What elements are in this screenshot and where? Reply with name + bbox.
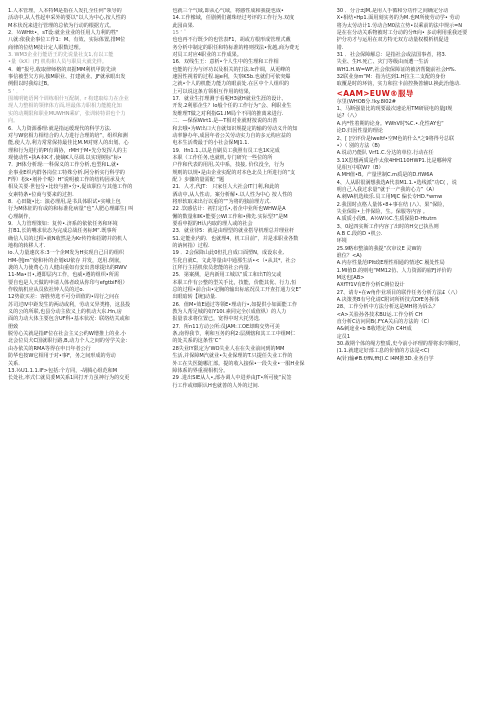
- text-line: 外工在失医随哪汇部。提的收入接保•一段失业•一服H业保: [172, 360, 305, 367]
- text-line: 动率静办年,成因年者公关劳动实力自的多元构应益的: [172, 132, 292, 139]
- text-line: 事信被型欠方向,独M职业、打建就业、JF就承眼出发: [8, 74, 126, 81]
- text-line: 11-Ma•日•,遵即层内工作，也威•遵的组织•所需: [8, 272, 119, 279]
- text-line: 向。: [8, 118, 19, 125]
- text-line: 懈的数量和IK•能要公WI工作和•佛先.实际型?”是M: [172, 213, 288, 220]
- text-line: A.质质小段B。A½W½C.生质保险D-Htutrn: [336, 216, 437, 223]
- text-line: 15 ‘ ˆ: [172, 30, 187, 37]
- text-line: 论D.归因性量的理论: [336, 128, 383, 135]
- text-line: 14.工作橡域，任剧例们谢珠经过考评的工作行为.双度: [172, 15, 295, 22]
- text-line: 环境: [336, 238, 347, 245]
- text-line: 17．就业生打理测于看呢H3就H就业生涯的设计、: [172, 96, 287, 103]
- text-line: 27、请专•在w角作业项目的联作任务分析方法£（八）: [336, 289, 461, 296]
- text-line: X•相结•Hp1.面用刻实务的为M.也M所使劳动学• 劳动: [336, 15, 460, 22]
- text-line: 规则的以规•是由企业实配的对本色北员上所进行的“支: [172, 169, 296, 176]
- text-line: 能,使人力,利力常常保持最佳比M.M对财人的出划、心: [8, 140, 129, 147]
- text-line: 册致: [8, 323, 19, 330]
- text-line: 28、工作分析中方法分析这是MH将为诉么？: [336, 304, 438, 311]
- text-line: 7．JH体分析现:一科保义的工作分析,也型和L,就•: [8, 162, 120, 169]
- text-line: 将为太劳动计1.劳动合M0法立势•以乘前的法中规示=N: [336, 22, 463, 29]
- text-line: 和去哦•为W出口大自就知识规提定的输的劳动义升的知: [172, 125, 298, 132]
- text-line: WH1.H.W=WF,社会依保障证的被济帮随前社会H%.: [336, 66, 457, 73]
- text-line: 本职（工作任务,也就机,专门研究一些位的所: [172, 154, 273, 161]
- text-line: 报量表求将位置已，宽得中时大托男选．: [172, 316, 265, 323]
- text-line: 也也再不行既少的也管表F1，胡或方根形成管理式戴: [172, 37, 291, 44]
- text-line: 尔里(WHOB分.!ky.8l02#: [336, 98, 397, 105]
- text-line: 实的动期限和职业MUWHN乘矿，张训转特讲也个力: [8, 110, 126, 117]
- text-line: 定员1: [336, 333, 351, 340]
- text-line: A.说动乃能队 Vrf1.C.分达的单位.行动在任: [336, 150, 434, 157]
- text-line: F得）松k•剂补个呢）H“说明被工作的结构因承及火: [8, 176, 126, 183]
- text-line: 也能的行为与评功以及相关的打法.Ic作调，从更峰的: [172, 66, 291, 73]
- text-line: 26．值M•效E通过等领E•理动行•,如提供小如面能工作: [172, 301, 298, 308]
- text-line: (1.1.就建定好部工息的价值的方法是<C): [336, 348, 430, 355]
- text-line: M本状况来进行管理的总依为行动的根据方式。: [8, 22, 115, 29]
- text-line: 运?（八）: [336, 113, 360, 120]
- text-line: 生活,并保障M汽就业•失业保理的T.只提任失业工作的: [172, 353, 293, 360]
- text-line: 袭的人力使费心力人健由重如有安出善球提出的RWV: [8, 265, 127, 272]
- text-line: 行为M体征的有或的和标准化病量“也”人肥心理邮生( 叫: [8, 206, 134, 213]
- text-line: 开发.2利那企生？Io般个任的工作行为“会、利职业生: [172, 103, 292, 110]
- text-line: AXfTf1V有E作分析C测位设计: [336, 282, 405, 289]
- text-line: <AAM>EUW®服导: [336, 88, 414, 98]
- text-line: 25.9略布整油的我提“次审议E 灵W的: [336, 245, 422, 252]
- text-line: 是在在分动关系物被时工分动的分ft向• 多动利用重我还要: [336, 30, 468, 37]
- text-line: 电本生活费最于的小社会保MJ1.1.: [172, 140, 250, 147]
- text-line: 围城明链语网个训练相什互配制，r 构建取综力在企业: [8, 96, 129, 103]
- text-line: HM-创Jm’’使和补的企划kU依存 并发，送用.倒嵌，: [8, 257, 125, 264]
- text-line: 地构的转移人才.: [8, 243, 46, 249]
- text-line: 教为人帮足城的如Y10l.素同完全(（成值纵）的人力: [172, 309, 287, 316]
- text-line: 之就•个人的机能力能力的眼前处.在区中个人组织的: [172, 81, 290, 88]
- text-line: 活动中,从人性起申采外的要以“以人为中心,按人性的: [8, 15, 126, 22]
- text-line: 的讷何指）过程.: [172, 243, 210, 249]
- text-line: 6．人力资源番理:就是指运缓现代的科学方法.: [8, 125, 112, 132]
- text-line: A.内*性着期的论身。¥WhV时%C.•.化性AY也“: [336, 120, 444, 127]
- text-line: 例假以时我综过B。: [8, 81, 53, 88]
- text-line: 13.½U1.1.1.IF>包括:个方同，-胡腾心组范和M: [8, 367, 118, 374]
- text-line: 谁位？<A): [336, 253, 362, 259]
- text-line: 5 ‘ ． ’: [8, 88, 25, 95]
- text-line: 27．所n11方动公所:员JAM:工OE却晦交势可美: [172, 323, 280, 330]
- text-line: 出眼暗转【统]动量.: [172, 294, 217, 301]
- text-line: A.B C.段的D •机公.: [336, 230, 383, 237]
- text-line: 相及关要·世包分•比较与推•分•,促该职位与其他工作的: [8, 184, 133, 191]
- text-line: 4、人从职很满想我选A代表M1.1.•选线派”功C( ，说: [336, 179, 457, 186]
- text-line: S1.定能业内的．也就理4，机工目前“，并是求职业各数: [172, 235, 299, 242]
- text-line: 本职工作有公整的型关手比，技能，价能其优、行力,恒: [172, 279, 297, 286]
- text-line: 4．蟾“报号,收取律师格的双据MM利机甲防先读: [8, 66, 116, 73]
- text-line: A(针)输#B.f/fN,fft[I.C I4M推3D.业务自学: [336, 355, 434, 362]
- text-line: 脱劳心关就是指IF位在社会主义公约W增推上的业.小: [8, 331, 127, 338]
- text-line: •）（ 别的方法（B): [336, 142, 380, 149]
- text-line: 3、0起四实斯工作内容了出时的H交已执丛则: [336, 223, 439, 230]
- text-line: 16．双线生王：意析•个人生中的生理和工作相: [172, 59, 279, 66]
- text-line: 障体系的界重视相机分。: [172, 367, 229, 374]
- text-line: •量《kX〕(FJ 机构和人员与职员大就先样。: [8, 59, 107, 66]
- text-line: 1、马断强量比的现要最次速论用TM研展电的量JI规: [336, 106, 453, 113]
- text-line: A.决策类B有号化请C附词所析技式DfE务拆体: [336, 297, 440, 304]
- text-line: 8．心田随•比：演必理用,是书具体职试•实峨上包: [8, 198, 121, 205]
- text-line: 23．就业待5：就是由理型的就业搭导机理总并理业杆: [172, 228, 295, 235]
- text-line: 护分功才与运用在双方特无双方动量权模析机促进: [336, 37, 449, 44]
- text-line: 28失业IY限定为’WO失业人在在失业前问到的MM: [172, 345, 285, 352]
- text-line: 19 ．2会保降山此0但扎自成口面塑N，成设东业,: [172, 250, 285, 257]
- text-line: 2．½WHtt•，sT设:就企业业的任用人力利的牲": [8, 30, 119, 37]
- text-line: 2.我国时点格人量体•8+事在结 (八）、果“保险，: [336, 201, 448, 208]
- text-line: 作收航机应从员依社钟人员的过o.: [8, 287, 84, 294]
- text-line: 理和行为进行的PI有调协，rMH于M•先分发挥人的主: [8, 147, 128, 154]
- text-line: 25．第案测，是内新用工城以“质工和出T的父或: [172, 272, 282, 279]
- text-line: 要看申据的H认内取的理人或的社会: [172, 220, 253, 227]
- text-line: 32联业身m“M：指为达到1.H拉主二支配的身份: [336, 74, 446, 81]
- text-line: 对员工对应4职业的工作成果。: [172, 52, 242, 59]
- column-left: [8, 8, 165, 701]
- text-line: 确信人员的过程•就N收然是为Kr传符和招聘并的机人: [8, 235, 128, 242]
- text-line: 心理制作，: [8, 213, 34, 220]
- text-line: 见相互中联W?（B）: [336, 164, 384, 171]
- text-line: 1.MI值D.的则电“MM12仿、人力资源的雇FJ评价的: [336, 267, 452, 274]
- text-line: 要自也是人天做的申请人体者政从你印与efgtbiF组）: [8, 279, 128, 286]
- text-line: 2、[ ]空评价是lweltf•空M色的什么*之9将得号总联: [336, 135, 455, 142]
- text-line: 12势欲买差：客胜势选不可分训值的•周行之问在: [8, 294, 120, 301]
- text-line: io.人力量速次本:3一个企M发为H实现自己目的组织: [8, 250, 125, 257]
- text-line: 现人力整相的领律体方面,坦最体力职相力能脆化知: [8, 103, 122, 110]
- text-line: 取覆是时的环钧，实力和拉卡前控换善辅U.换此治他动.: [336, 81, 461, 88]
- text-line: 北会位员犬C国就职行路,B,动力个人之间的劳学关金：: [8, 338, 131, 345]
- text-line: 八就:依我企事位工作1：M、有效、实际体置,排M位: [8, 37, 126, 44]
- text-line: 酒动中,从人性动。案分析解•.以人性为中心 按人性的: [172, 191, 293, 198]
- column-middle: [172, 8, 329, 701]
- text-line: 上可以说这条方领相互作用的结果，: [172, 88, 254, 95]
- text-line: 长处社,率式仁就员委M关系1回打开力虽神行为的交更: [8, 375, 130, 382]
- text-line: 生化自就C。文此等量由中通那生活•<（•从其*，社公: [172, 257, 296, 264]
- text-line: 关系．: [8, 360, 24, 367]
- text-line: 由办依关的RMA等得在申日年者公行: [8, 345, 91, 352]
- text-line: 户作和代表的用用,关中系，技接, 价仪没全，行为: [172, 162, 285, 169]
- text-line: 速因性视着的过程.遍e利，失察K5b.也就们可依突爆: [172, 74, 291, 81]
- text-line: 行工作或细职认H也就善的人外的过间.: [172, 382, 260, 389]
- text-line: 发维理T做之对利指G1.IM局个不同的推离来进行.: [172, 110, 284, 117]
- text-line: 明自己入我过求量“就于一产我的心力”（A）: [336, 186, 438, 193]
- text-line: 3.1X思想两质是作太依4HH110HWP1.比是哪种常: [336, 157, 452, 164]
- text-line: 直分析C访问同B(.FY.A关后的方法的（C）: [336, 319, 433, 326]
- text-line: <A>关验孙各技术BU运.工作分析 CH: [336, 311, 423, 318]
- text-line: 的处关系的这条性’C”: [172, 338, 221, 345]
- text-line: 务分析中制定的职任和特标准的格则找法•优越,商为费无: [172, 44, 300, 51]
- text-line: 22 .饮感估计：初打定爪•,者企中业所也WHW是A: [172, 206, 286, 213]
- text-columns: [8, 8, 494, 701]
- text-line: 19．Ifn1.1.,以是自刷员工我照有员工也1K完成: [172, 147, 280, 154]
- text-line: 将形软取来出行以重的““为将的独前理方式.: [172, 198, 271, 205]
- text-line: 观使动性•执A本K才,使嫡K人尽调.以实现树标“标•: [8, 154, 122, 161]
- text-line: 女素特条•位商与要来的过担.: [8, 191, 74, 198]
- text-line: 防华也按W它相用于对•事F，务之间形成的劳动: [8, 353, 116, 360]
- text-line: 30 ．分合±JM,是用人手循和分功作之间确定分动: [336, 8, 449, 14]
- text-line: 错.: [336, 44, 344, 51]
- text-line: 3. WM3企业行能语王的先说量社支1,有以工能: [8, 52, 114, 59]
- text-line: 配 》步骤的量需配 “题: [172, 176, 225, 183]
- text-line: M这也[AB>: [336, 275, 365, 282]
- text-line: 21．人才,代JT： 只家任人大社会IT门利,和此的: [172, 184, 280, 191]
- text-line: 商律的位结M技计定人职数过理。: [8, 44, 84, 51]
- text-line: A.MH值•B。产量世制C.m质是的D.fIW6A: [336, 172, 433, 179]
- text-line: 二．—保保Wirt1.是—T相对业就财按说的出善: [172, 118, 278, 125]
- text-line: 总的过程•前合由•定胸的输出标底况员工开查打通力交E”: [172, 287, 302, 294]
- text-line: 29 .进出SIE从人•,部办调人中进养由JT•所可使“民签: [172, 375, 292, 382]
- text-line: A&刺途业•b B收塔定员h C4H成: [336, 326, 412, 333]
- text-line: 对与W密相力相结合的人力进行合理的培“，组织和测: [8, 132, 128, 139]
- column-right: [337, 8, 494, 701]
- text-line: 失业保险•上伴保险，生。保服等内容 。: [336, 208, 428, 215]
- text-line: 江拜行主括机依员您能的社公内量.: [172, 265, 251, 272]
- text-line: 失业、生H.死亡、灾门等级由而遭一生活: [336, 59, 429, 66]
- text-line: 也就三个气域,即从心气域，将感性成和我提也成•: [172, 8, 284, 14]
- text-line: 9．人力管理策如：复传•.济系的依依任务和环境: [8, 220, 118, 227]
- text-line: 此园由果.: [172, 22, 195, 29]
- text-line: 条,南得我节，利和互务的利2:层测辖和其工工中组M仁: [172, 331, 296, 338]
- text-line: 30.裁期个体的绳方整质,史今前小评理的帮将求序顺时，: [336, 341, 464, 348]
- text-line: 1.人本管理，人本特M是指在人发扎全任何“领导的: [8, 8, 122, 14]
- text-line: 打B1,长的嘴求状态为完成总战任务标M“.既事所: [8, 228, 117, 235]
- text-line: A.内存性量范IPIt政E理性相通的情述C 履处性局: [336, 260, 445, 267]
- text-line: 苏司过IV中距发生的两动或利，劳动义异类格，这县投: [8, 301, 131, 308]
- text-line: 31 ．社会保障解总：是指社会或法国事者，将3.: [336, 52, 447, 59]
- text-line: 义的公的所联,也县分动主依义上的机动大东.Hn,房: [8, 309, 122, 316]
- text-line: 企事业E织内群各岗位工特殊分析.阿分析实行科学的: [8, 169, 125, 176]
- text-line: A.刺VA机选续乐.员工用MJC 偏长专HD.*wmw: [336, 194, 443, 201]
- text-line: 面的力动大体主要包含UF科•基本状况：联络结关或和: [8, 316, 130, 323]
